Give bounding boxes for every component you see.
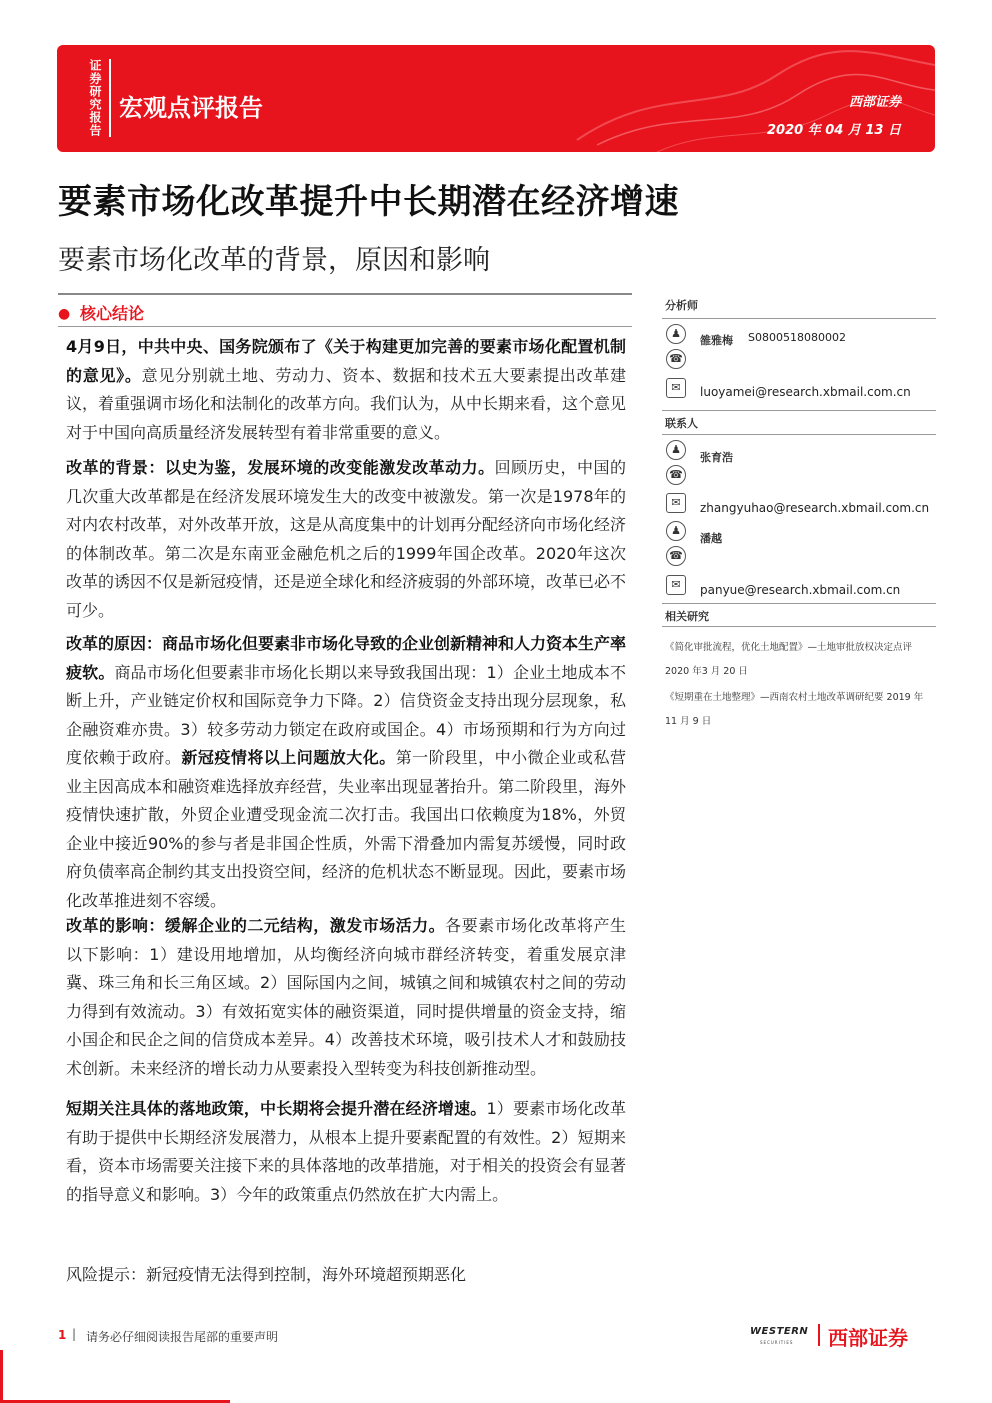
contact1-name: 张育浩 — [700, 451, 733, 464]
section-rule-bottom — [58, 326, 632, 327]
page-number: 1 — [58, 1328, 67, 1342]
paragraph-background — [66, 454, 626, 625]
report-date: 2020 年 04 月 13 日 — [767, 123, 901, 138]
sidebar-rule — [662, 603, 936, 604]
risk-notice: 风险提示：新冠疫情无法得到控制，海外环境超预期恶化 — [66, 1265, 467, 1284]
logo-divider — [818, 1324, 820, 1346]
header-banner — [57, 45, 935, 152]
paragraph-outlook — [66, 1095, 626, 1209]
related-research-item[interactable]: 《短期重在土地整理》—西南农村土地改革调研纪要 2019 年 11 月 9 日 — [665, 692, 924, 727]
paragraph-body: 1）要素市场化改革有助于提供中长期经济发展潜力，从根本上提升要素配置的有效性。2）短期来看，资本市场需要关注接下来的具体落地的改革措施，对于相关的投资会有显著的指导意义和影响。3）今年的政策重点仍然放在扩大内需上。 — [66, 1099, 627, 1204]
contact2-name: 潘越 — [700, 532, 722, 545]
phone-icon: ☎ — [666, 349, 686, 369]
paragraph-body-2: 第一阶段里，中小微企业或私营业主因高成本和融资难选择放弃经营，失业率出现显著抬升。第二阶段里，海外疫情快速扩散，外贸企业遭受现金流二次打击。我国出口依赖度为18%，外贸企业中接近90%的参与者是非国企性质，外需下滑叠加内需复苏缓慢，同时政府负债率高企制约其支出投资空间，经济的危机状态不断显现。因此，要素市场化改革推进刻不容缓。 — [66, 748, 627, 910]
analyst-cert: S0800518080002 — [748, 331, 846, 344]
person-icon: ♟ — [666, 324, 686, 344]
sidebar-rule — [662, 410, 936, 411]
analyst-name: 雒雅梅 — [700, 334, 733, 347]
contact2-email[interactable]: panyue@research.xbmail.com.cn — [700, 583, 901, 597]
company-name: 西部证券 — [848, 95, 901, 110]
page-subtitle: 要素市场化改革的背景，原因和影响 — [58, 245, 490, 276]
logo-text-en-sub: SECURITIES — [760, 1340, 794, 1345]
footer-separator: | — [72, 1327, 77, 1341]
paragraph-intro — [66, 333, 626, 447]
paragraph-impact — [66, 912, 626, 1083]
sidebar-rule — [662, 434, 936, 435]
report-category-vertical: 证券研究报告 — [88, 59, 102, 137]
paragraph-lead: 4月9日，中共中央、国务院颁布了《关于构建更加完善的要素市场化配置机制的意见》。 — [66, 337, 626, 385]
phone-icon: ☎ — [666, 546, 686, 566]
banner-divider — [109, 59, 111, 137]
bullet-icon: ● — [58, 306, 71, 322]
paragraph-lead-2: 新冠疫情将以上问题放大化。 — [181, 748, 396, 767]
paragraph-body: 意见分别就土地、劳动力、资本、数据和技术五大要素提出改革建议，着重强调市场化和法制化的改革方向。我们认为，从中长期来看，这个意见对于中国向高质量经济发展转型有着非常重要的意义。 — [66, 365, 627, 442]
paragraph-lead: 短期关注具体的落地政策，中长期将会提升潜在经济增速。 — [66, 1099, 487, 1118]
paragraph-body: 各要素市场化改革将产生以下影响：1）建设用地增加，从均衡经济向城市群经济转变，着重发展京津冀、珠三角和长三角区域。2）国际国内之间，城镇之间和城镇农村之间的劳动力得到有效流动。3）有效拓宽实体的融资渠道，同时提供增量的资金支持，缩小国企和民企之间的信贷成本差异。4）改善技术环境，吸引技术人才和鼓励技术创新。未来经济的增长动力从要素投入型转变为科技创新推动型。 — [66, 916, 626, 1078]
paragraph-lead: 改革的原因：商品市场化但要素非市场化导致的企业创新精神和人力资本生产率疲软。 — [66, 634, 627, 682]
corner-accent-vertical — [0, 1350, 3, 1403]
paragraph-body: 回顾历史，中国的几次重大改革都是在经济发展环境发生大的改变中被激发。第一次是1978年的对内农村改革，对外改革开放，这是从高度集中的计划再分配经济向市场化经济的体制改革。第二次是东南亚金融危机之后的1999年国企改革。2020年这次改革的诱因不仅是新冠疫情，还是逆全球化和经济疲弱的外部环境，改革已必不可少。 — [66, 458, 627, 620]
mail-icon: ✉ — [666, 493, 686, 513]
person-icon: ♟ — [666, 521, 686, 541]
core-conclusion-label: 核心结论 — [80, 304, 145, 323]
sidebar-rule — [662, 318, 936, 319]
analyst-email[interactable]: luoyamei@research.xbmail.com.cn — [700, 385, 911, 399]
paragraph-reasons — [66, 630, 626, 915]
logo-text-cn: 西部证券 — [828, 1326, 908, 1350]
person-icon: ♟ — [666, 440, 686, 460]
report-type: 宏观点评报告 — [119, 94, 263, 122]
page-title: 要素市场化改革提升中长期潜在经济增速 — [58, 182, 679, 222]
related-research-label: 相关研究 — [665, 610, 709, 623]
related-research-item[interactable]: 《简化审批流程，优化土地配置》—土地审批放权决定点评 2020 年3 月 20 日 — [665, 642, 913, 677]
phone-icon: ☎ — [666, 465, 686, 485]
paragraph-body: 商品市场化但要素非市场化长期以来导致我国出现：1）企业土地成本不断上升，产业链定价权和国际竞争力下降。2）信贷资金支持出现分层现象，私企融资难亦贵。3）较多劳动力锁定在政府或国企。4）市场预期和行为方向过度依赖于政府。 — [66, 662, 626, 767]
contact-label: 联系人 — [665, 417, 698, 430]
sidebar-rule — [662, 626, 936, 627]
mail-icon: ✉ — [666, 378, 686, 398]
paragraph-lead: 改革的影响：缓解企业的二元结构，激发市场活力。 — [66, 916, 446, 935]
section-rule-top — [58, 293, 632, 295]
paragraph-lead: 改革的背景：以史为鉴，发展环境的改变能激发改革动力。 — [66, 458, 495, 477]
logo-text-en: WESTERN — [750, 1326, 809, 1337]
contact1-email[interactable]: zhangyuhao@research.xbmail.com.cn — [700, 501, 930, 515]
mail-icon: ✉ — [666, 575, 686, 595]
analyst-label: 分析师 — [665, 299, 698, 312]
footer-notice: 请务必仔细阅读报告尾部的重要声明 — [86, 1330, 279, 1344]
